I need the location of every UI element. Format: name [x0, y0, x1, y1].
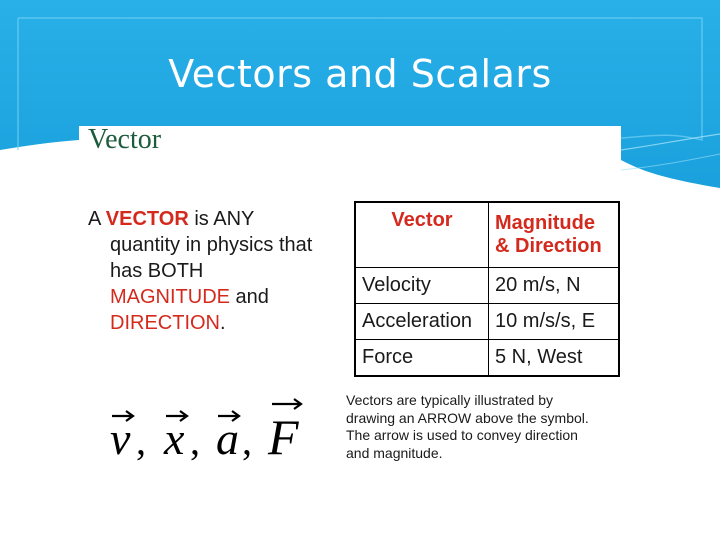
vector-examples-table	[354, 201, 620, 377]
caption-line: Vectors are typically illustrated by	[346, 392, 553, 408]
table-cell-value: 5 N, West	[489, 340, 620, 377]
table-row	[355, 304, 619, 340]
definition-keyword-magnitude: MAGNITUDE	[110, 286, 230, 308]
vector-symbol-v: v	[110, 413, 131, 464]
definition-line-4	[88, 284, 338, 310]
caption-line: and magnitude.	[346, 444, 443, 461]
caption-line: The arrow is used to convey direction	[346, 427, 578, 443]
table-cell-quantity: Velocity	[355, 268, 489, 304]
vector-notation	[108, 394, 328, 474]
definition-text: and	[230, 286, 269, 308]
definition-text: .	[220, 312, 226, 334]
definition-line-1	[88, 206, 338, 232]
table-header-magnitude-direction	[489, 202, 620, 268]
table-header-line: Magnitude	[495, 212, 595, 234]
table-cell-quantity: Acceleration	[355, 304, 489, 340]
caption-line: drawing an ARROW above the symbol.	[346, 409, 589, 426]
notation-caption	[346, 392, 596, 462]
table-header-vector: Vector	[355, 202, 489, 268]
slide-title: Vectors and Scalars	[168, 52, 552, 96]
separator-comma: ,	[242, 418, 252, 463]
vector-symbol-x: x	[164, 413, 185, 464]
table-header-row	[355, 202, 619, 268]
definition-line-3: has BOTH	[110, 260, 204, 282]
section-heading: Vector	[88, 124, 162, 155]
vector-symbol-a: a	[216, 413, 239, 464]
table-row	[355, 268, 619, 304]
vector-definition	[88, 206, 338, 336]
table-cell-value: 20 m/s, N	[489, 268, 620, 304]
definition-keyword-direction: DIRECTION	[110, 312, 220, 334]
arrow-icon	[272, 399, 301, 409]
vector-symbol-f: F	[268, 409, 299, 465]
separator-comma: ,	[136, 418, 146, 463]
definition-line-2: quantity in physics that	[110, 234, 313, 256]
table-cell-quantity: Force	[355, 340, 489, 377]
table-header-line: & Direction	[495, 235, 602, 257]
definition-line-5	[88, 310, 338, 336]
definition-text: is ANY	[188, 208, 255, 230]
separator-comma: ,	[190, 418, 200, 463]
definition-keyword-vector: VECTOR	[105, 208, 189, 230]
table-cell-value: 10 m/s/s, E	[489, 304, 620, 340]
definition-text: A	[88, 208, 106, 230]
table-row	[355, 340, 619, 377]
